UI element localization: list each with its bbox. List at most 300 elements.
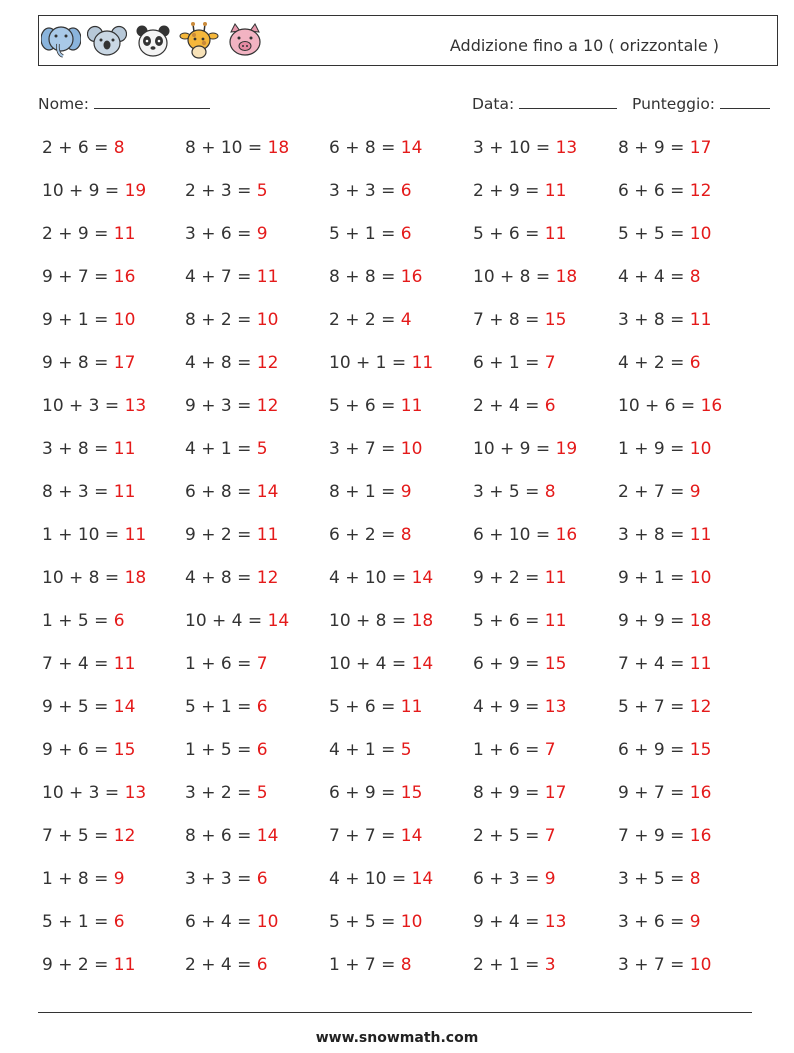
problem-cell: [185, 396, 278, 416]
problem-question: 8 + 8 =: [329, 267, 401, 287]
score-blank[interactable]: [720, 94, 770, 109]
problem-cell: [618, 826, 711, 846]
problem-answer: 14: [400, 138, 423, 158]
problem-cell: [473, 396, 556, 416]
problem-cell: [329, 439, 422, 459]
problem-cell: [42, 396, 146, 416]
problem-answer: 14: [400, 826, 423, 846]
problem-cell: [185, 138, 289, 158]
problem-row: [42, 396, 782, 430]
problem-answer: 18: [689, 611, 712, 631]
problem-question: 9 + 2 =: [185, 525, 257, 545]
problem-question: 10 + 4 =: [185, 611, 268, 631]
koala-icon: [87, 20, 127, 62]
problem-answer: 8: [113, 138, 125, 158]
problem-answer: 9: [544, 869, 556, 889]
problem-answer: 7: [544, 740, 556, 760]
problem-answer: 14: [256, 826, 279, 846]
problem-cell: [618, 697, 711, 717]
problem-cell: [473, 869, 556, 889]
problem-question: 6 + 9 =: [473, 654, 545, 674]
problem-cell: [42, 224, 135, 244]
giraffe-icon: [179, 20, 219, 62]
problem-question: 10 + 9 =: [42, 181, 125, 201]
problem-cell: [329, 955, 412, 975]
problem-answer: 14: [411, 869, 434, 889]
problem-row: [42, 439, 782, 473]
problem-answer: 14: [411, 568, 434, 588]
problem-answer: 7: [544, 353, 556, 373]
problem-row: [42, 869, 782, 903]
problem-cell: [473, 482, 556, 502]
problem-question: 3 + 2 =: [185, 783, 257, 803]
problem-question: 5 + 6 =: [329, 396, 401, 416]
elephant-icon: [41, 20, 81, 62]
problem-cell: [42, 697, 135, 717]
pig-icon: [225, 20, 265, 62]
problem-cell: [329, 654, 433, 674]
problem-answer: 10: [113, 310, 136, 330]
problem-cell: [185, 525, 278, 545]
date-label: Data:: [472, 95, 515, 113]
problem-cell: [473, 826, 556, 846]
problem-cell: [329, 482, 412, 502]
problem-cell: [42, 568, 146, 588]
problem-question: 9 + 7 =: [618, 783, 690, 803]
problem-question: 6 + 10 =: [473, 525, 556, 545]
problem-question: 1 + 6 =: [473, 740, 545, 760]
problem-question: 5 + 5 =: [618, 224, 690, 244]
problem-question: 2 + 9 =: [473, 181, 545, 201]
problem-question: 9 + 2 =: [473, 568, 545, 588]
problem-answer: 9: [256, 224, 268, 244]
problem-answer: 19: [555, 439, 578, 459]
problem-answer: 8: [689, 869, 701, 889]
problem-answer: 12: [256, 568, 279, 588]
problem-cell: [618, 310, 711, 330]
problem-question: 9 + 9 =: [618, 611, 690, 631]
problem-answer: 17: [689, 138, 712, 158]
problem-question: 5 + 6 =: [329, 697, 401, 717]
problem-question: 6 + 8 =: [329, 138, 401, 158]
problem-answer: 11: [256, 267, 279, 287]
problem-answer: 6: [256, 740, 268, 760]
problem-question: 3 + 6 =: [185, 224, 257, 244]
problem-question: 1 + 5 =: [42, 611, 114, 631]
problem-cell: [185, 611, 289, 631]
problem-answer: 9: [689, 912, 701, 932]
name-field[interactable]: [38, 94, 210, 113]
problem-question: 8 + 3 =: [42, 482, 114, 502]
problem-cell: [618, 783, 711, 803]
problem-cell: [42, 439, 135, 459]
problem-answer: 11: [689, 525, 712, 545]
problem-answer: 15: [400, 783, 423, 803]
problem-answer: 10: [689, 224, 712, 244]
problem-cell: [329, 568, 433, 588]
problem-cell: [473, 955, 556, 975]
problem-question: 4 + 7 =: [185, 267, 257, 287]
problem-cell: [473, 525, 577, 545]
problem-answer: 6: [400, 224, 412, 244]
problem-answer: 8: [689, 267, 701, 287]
problem-question: 3 + 8 =: [42, 439, 114, 459]
problem-question: 5 + 1 =: [329, 224, 401, 244]
problem-row: [42, 568, 782, 602]
problem-question: 2 + 4 =: [473, 396, 545, 416]
problem-question: 5 + 6 =: [473, 224, 545, 244]
problem-question: 6 + 8 =: [185, 482, 257, 502]
animal-icons: [41, 20, 265, 62]
problem-cell: [185, 482, 278, 502]
problem-cell: [42, 181, 146, 201]
problem-cell: [473, 783, 566, 803]
problem-cell: [618, 439, 711, 459]
problem-question: 3 + 3 =: [329, 181, 401, 201]
problem-cell: [329, 396, 422, 416]
problem-answer: 10: [400, 912, 423, 932]
problem-cell: [329, 353, 433, 373]
problem-row: [42, 353, 782, 387]
problem-cell: [473, 740, 556, 760]
problem-row: [42, 224, 782, 258]
problem-cell: [473, 181, 566, 201]
problem-cell: [185, 181, 268, 201]
problem-answer: 14: [411, 654, 434, 674]
problem-question: 8 + 9 =: [473, 783, 545, 803]
problem-answer: 15: [544, 310, 567, 330]
problem-cell: [473, 439, 577, 459]
problem-answer: 16: [700, 396, 723, 416]
problem-cell: [185, 568, 278, 588]
problem-question: 10 + 6 =: [618, 396, 701, 416]
problem-question: 4 + 9 =: [473, 697, 545, 717]
problem-question: 3 + 7 =: [618, 955, 690, 975]
score-label: Punteggio:: [632, 95, 716, 113]
date-field[interactable]: [472, 94, 617, 113]
problem-cell: [473, 224, 566, 244]
problem-question: 6 + 3 =: [473, 869, 545, 889]
problem-question: 2 + 2 =: [329, 310, 401, 330]
problem-cell: [329, 826, 422, 846]
problem-answer: 11: [124, 525, 147, 545]
problem-answer: 3: [544, 955, 556, 975]
problem-answer: 6: [400, 181, 412, 201]
problem-row: [42, 912, 782, 946]
problem-answer: 5: [400, 740, 412, 760]
problem-question: 7 + 5 =: [42, 826, 114, 846]
problem-cell: [473, 568, 566, 588]
problem-answer: 6: [689, 353, 701, 373]
problem-cell: [618, 740, 711, 760]
problem-answer: 14: [256, 482, 279, 502]
problem-answer: 18: [411, 611, 434, 631]
problem-answer: 11: [544, 224, 567, 244]
problem-cell: [42, 482, 135, 502]
problem-question: 6 + 1 =: [473, 353, 545, 373]
problem-row: [42, 955, 782, 989]
problem-cell: [42, 138, 125, 158]
problem-question: 3 + 5 =: [473, 482, 545, 502]
problem-cell: [329, 740, 412, 760]
problem-cell: [473, 267, 577, 287]
problem-cell: [618, 353, 701, 373]
problem-question: 4 + 8 =: [185, 353, 257, 373]
problem-cell: [618, 525, 711, 545]
problem-cell: [473, 310, 566, 330]
problem-answer: 11: [689, 654, 712, 674]
problem-cell: [42, 654, 135, 674]
problem-cell: [42, 740, 135, 760]
problem-question: 2 + 4 =: [185, 955, 257, 975]
problem-answer: 16: [689, 826, 712, 846]
problem-cell: [329, 267, 422, 287]
problem-answer: 11: [256, 525, 279, 545]
problem-answer: 6: [113, 912, 125, 932]
problem-answer: 11: [544, 611, 567, 631]
problem-question: 9 + 5 =: [42, 697, 114, 717]
problem-cell: [185, 353, 278, 373]
problem-question: 1 + 10 =: [42, 525, 125, 545]
problem-answer: 11: [400, 697, 423, 717]
problem-question: 4 + 10 =: [329, 568, 412, 588]
problem-answer: 13: [544, 912, 567, 932]
problem-question: 3 + 8 =: [618, 525, 690, 545]
problem-question: 8 + 10 =: [185, 138, 268, 158]
problem-answer: 12: [689, 697, 712, 717]
problem-cell: [618, 138, 711, 158]
problem-cell: [329, 138, 422, 158]
problem-cell: [185, 267, 278, 287]
problem-question: 5 + 6 =: [473, 611, 545, 631]
problem-question: 7 + 4 =: [42, 654, 114, 674]
problem-question: 9 + 8 =: [42, 353, 114, 373]
problem-answer: 11: [689, 310, 712, 330]
problem-cell: [42, 955, 135, 975]
problem-question: 9 + 4 =: [473, 912, 545, 932]
footer-divider: [38, 1012, 752, 1013]
problem-cell: [185, 783, 268, 803]
problem-cell: [185, 439, 268, 459]
problem-question: 8 + 2 =: [185, 310, 257, 330]
problem-question: 9 + 3 =: [185, 396, 257, 416]
problem-cell: [618, 654, 711, 674]
problem-answer: 11: [113, 955, 136, 975]
problem-cell: [42, 826, 135, 846]
problem-answer: 6: [256, 697, 268, 717]
problem-answer: 13: [124, 396, 147, 416]
problem-cell: [618, 396, 722, 416]
problem-cell: [185, 826, 278, 846]
problem-answer: 11: [113, 654, 136, 674]
problem-question: 10 + 1 =: [329, 353, 412, 373]
problem-cell: [329, 310, 412, 330]
problem-answer: 7: [544, 826, 556, 846]
problem-answer: 15: [544, 654, 567, 674]
problem-row: [42, 826, 782, 860]
problem-cell: [618, 869, 701, 889]
problem-answer: 17: [113, 353, 136, 373]
worksheet-header: [38, 15, 778, 66]
problem-cell: [329, 869, 433, 889]
problem-cell: [185, 740, 268, 760]
problem-question: 2 + 5 =: [473, 826, 545, 846]
score-field[interactable]: [632, 94, 770, 113]
problem-answer: 16: [400, 267, 423, 287]
problem-cell: [329, 525, 412, 545]
problem-cell: [42, 611, 125, 631]
problem-answer: 12: [113, 826, 136, 846]
problem-answer: 16: [555, 525, 578, 545]
problem-question: 6 + 9 =: [329, 783, 401, 803]
problem-question: 10 + 3 =: [42, 783, 125, 803]
problem-cell: [473, 138, 577, 158]
problem-question: 9 + 2 =: [42, 955, 114, 975]
problem-answer: 7: [256, 654, 268, 674]
problem-answer: 10: [400, 439, 423, 459]
problem-answer: 13: [544, 697, 567, 717]
problem-question: 5 + 5 =: [329, 912, 401, 932]
problem-answer: 10: [689, 439, 712, 459]
problem-cell: [185, 955, 268, 975]
problem-cell: [473, 654, 566, 674]
problem-answer: 10: [256, 912, 279, 932]
problem-answer: 19: [124, 181, 147, 201]
problem-answer: 13: [124, 783, 147, 803]
problem-answer: 12: [689, 181, 712, 201]
problem-question: 4 + 4 =: [618, 267, 690, 287]
problem-answer: 16: [113, 267, 136, 287]
problem-answer: 10: [689, 568, 712, 588]
problem-question: 2 + 7 =: [618, 482, 690, 502]
problem-answer: 18: [555, 267, 578, 287]
problem-question: 5 + 7 =: [618, 697, 690, 717]
problem-cell: [618, 568, 711, 588]
problem-answer: 13: [555, 138, 578, 158]
problem-cell: [42, 783, 146, 803]
problem-question: 6 + 2 =: [329, 525, 401, 545]
problem-answer: 11: [113, 482, 136, 502]
problem-cell: [618, 267, 701, 287]
problem-cell: [473, 611, 566, 631]
problem-row: [42, 525, 782, 559]
problem-row: [42, 310, 782, 344]
problem-answer: 12: [256, 353, 279, 373]
problem-cell: [42, 267, 135, 287]
problem-answer: 11: [411, 353, 434, 373]
problem-question: 10 + 9 =: [473, 439, 556, 459]
problem-question: 2 + 1 =: [473, 955, 545, 975]
problem-answer: 8: [544, 482, 556, 502]
problem-question: 3 + 7 =: [329, 439, 401, 459]
problem-question: 4 + 2 =: [618, 353, 690, 373]
problem-answer: 11: [400, 396, 423, 416]
problem-question: 10 + 8 =: [473, 267, 556, 287]
problem-question: 2 + 9 =: [42, 224, 114, 244]
problem-cell: [473, 697, 566, 717]
problem-answer: 6: [113, 611, 125, 631]
problem-answer: 18: [124, 568, 147, 588]
problem-answer: 12: [256, 396, 279, 416]
problem-answer: 15: [113, 740, 136, 760]
problem-answer: 15: [689, 740, 712, 760]
problem-question: 3 + 10 =: [473, 138, 556, 158]
problem-question: 5 + 1 =: [42, 912, 114, 932]
problem-cell: [618, 955, 711, 975]
problem-answer: 5: [256, 783, 268, 803]
problem-question: 4 + 10 =: [329, 869, 412, 889]
problem-question: 9 + 7 =: [42, 267, 114, 287]
footer-url[interactable]: www.snowmath.com: [315, 1030, 479, 1046]
problem-cell: [185, 912, 278, 932]
date-blank[interactable]: [519, 94, 617, 109]
problem-question: 9 + 1 =: [42, 310, 114, 330]
problem-answer: 8: [400, 955, 412, 975]
problem-question: 7 + 4 =: [618, 654, 690, 674]
problem-question: 4 + 1 =: [185, 439, 257, 459]
problem-row: [42, 783, 782, 817]
problem-answer: 5: [256, 439, 268, 459]
problem-cell: [329, 912, 422, 932]
problem-question: 3 + 8 =: [618, 310, 690, 330]
problem-answer: 9: [113, 869, 125, 889]
problem-answer: 5: [256, 181, 268, 201]
problem-question: 8 + 6 =: [185, 826, 257, 846]
problem-answer: 6: [256, 869, 268, 889]
problem-cell: [42, 912, 125, 932]
problem-cell: [185, 654, 268, 674]
problem-question: 9 + 6 =: [42, 740, 114, 760]
problem-answer: 16: [689, 783, 712, 803]
problem-row: [42, 138, 782, 172]
problem-question: 1 + 6 =: [185, 654, 257, 674]
problem-row: [42, 654, 782, 688]
problem-row: [42, 740, 782, 774]
problem-answer: 6: [544, 396, 556, 416]
problem-question: 4 + 1 =: [329, 740, 401, 760]
problem-answer: 10: [256, 310, 279, 330]
problem-cell: [329, 697, 422, 717]
problem-answer: 11: [544, 181, 567, 201]
problem-answer: 14: [113, 697, 136, 717]
problem-question: 10 + 8 =: [329, 611, 412, 631]
problem-question: 8 + 9 =: [618, 138, 690, 158]
worksheet-title: Addizione fino a 10 ( orizzontale ): [449, 36, 719, 55]
problem-cell: [42, 869, 125, 889]
problem-answer: 6: [256, 955, 268, 975]
problem-question: 1 + 7 =: [329, 955, 401, 975]
problem-row: [42, 181, 782, 215]
problem-cell: [329, 224, 412, 244]
problem-cell: [185, 697, 268, 717]
problem-answer: 4: [400, 310, 412, 330]
problem-question: 4 + 8 =: [185, 568, 257, 588]
problem-cell: [329, 181, 412, 201]
problem-answer: 11: [113, 224, 136, 244]
problem-question: 7 + 8 =: [473, 310, 545, 330]
problem-answer: 9: [689, 482, 701, 502]
problem-cell: [185, 310, 278, 330]
name-blank[interactable]: [94, 94, 210, 109]
problem-cell: [185, 224, 268, 244]
problem-answer: 10: [689, 955, 712, 975]
problem-question: 6 + 6 =: [618, 181, 690, 201]
problem-question: 7 + 9 =: [618, 826, 690, 846]
problem-question: 3 + 5 =: [618, 869, 690, 889]
problem-row: [42, 482, 782, 516]
problem-question: 2 + 6 =: [42, 138, 114, 158]
problem-answer: 9: [400, 482, 412, 502]
